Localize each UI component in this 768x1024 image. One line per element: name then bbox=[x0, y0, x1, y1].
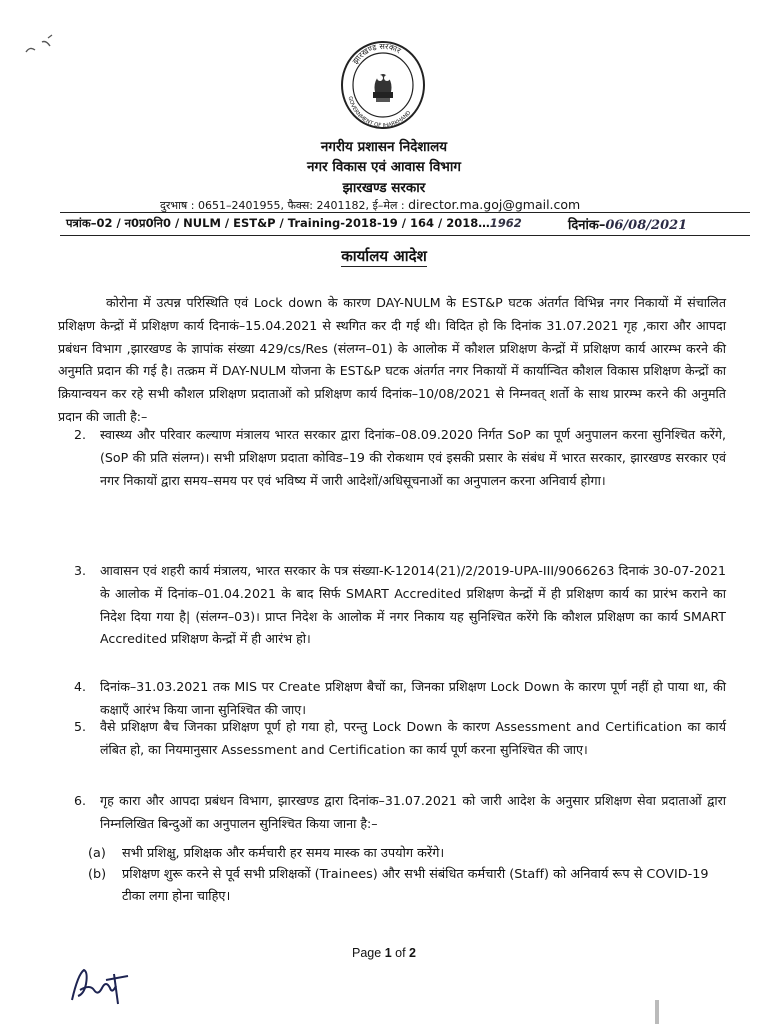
list-item-text: आवासन एवं शहरी कार्य मंत्रालय, भारत सरकार के पत्र संख्या-K-12014(21)/2/2019-UPA-III/9066263 दिनाकं 30-07-2021 के आलोक में दिनांक–01.04.2021 के बाद सिर्फ SMART Accredited प्रशिक्षण केन्द्रों में ही प्रशिक्षण कार्य का प्रारंभ कराने का निदेश दिया गया है| (संलग्न–03)। प्राप्त निदेश के आलोक में नगर निकाय यह सुनिश्चित करेंगे कि कौशल प्रशिक्षण का कार्य SMART Accredited प्रशिक्षण केन्द्रों में ही आरंभ हो। bbox=[100, 563, 726, 647]
sub-list-item bbox=[88, 843, 728, 865]
sub-list-item-label: (b) bbox=[88, 867, 107, 882]
contact-phone-fax: दुरभाष : 0651–2401955, फैक्स: 2401182, ई–मेल : bbox=[160, 199, 409, 212]
list-item-text: वैसे प्रशिक्षण बैच जिनका प्रशिक्षण पूर्ण हो गया हो, परन्तु Lock Down के कारण Assessment and Certification का कार्य लंबित हो, का नियमानुसार Assessment and Certification का कार्य पूर्ण करना सुनिश्चित की जाए। bbox=[100, 719, 726, 757]
government-seal-icon bbox=[340, 40, 426, 130]
reference-bar bbox=[60, 212, 750, 236]
reference-handwritten-number: 1962 bbox=[489, 216, 522, 230]
contact-line bbox=[160, 197, 580, 213]
list-item bbox=[60, 676, 726, 722]
reference-number-line bbox=[66, 216, 522, 231]
signature-initials-icon bbox=[66, 960, 146, 1010]
list-item bbox=[60, 716, 726, 762]
list-item bbox=[60, 424, 726, 492]
date-line bbox=[568, 215, 687, 233]
intro-paragraph bbox=[58, 292, 726, 429]
svg-text:झारखण्ड सरकार: झारखण्ड सरकार bbox=[350, 41, 403, 66]
sub-list-item-text: सभी प्रशिक्षु, प्रशिक्षक और कर्मचारी हर समय मास्क का उपयोग करेंगे। bbox=[122, 846, 445, 861]
intro-text: कोरोना में उत्पन्न परिस्थिति एवं Lock down के कारण DAY-NULM के EST&P घटक अंतर्गत विभिन्न नगर निकायों में संचालित प्रशिक्षण केन्द्रों में प्रशिक्षण कार्य दिनाकं–15.04.2021 से स्थगित कर दी गई थी। विदित हो कि दिनांक 31.07.2021 गृह ,कारा और आपदा प्रबंधन विभाग ,झारखण्ड के ज्ञापांक संख्या 429/cs/Res (संलग्न–01) के आलोक में कौशल प्रशिक्षण केन्द्रों में प्रशिक्षण कार्य आरम्भ करने की अनुमति प्रदान की गई है। तत्क्रम में DAY-NULM योजना के EST&P घटक अंतर्गत नगर निकायों में कार्यान्वित कौशल विकास प्रशिक्षण केन्द्रों का क्रियान्वयन कर रहे सभी कौशल प्रशिक्षण प्रदाताओं को प्रशिक्षण कार्य दिनांक–10/08/2021 से निम्नवत् शर्तो के साथ प्रारम्भ करने की अनुमति प्रदान की जाती है:– bbox=[58, 295, 726, 424]
reference-label: पत्रांक–02 / न0प्र0नि0 / NULM / EST&P / Training-2018-19 / 164 / 2018… bbox=[66, 216, 490, 230]
list-item bbox=[60, 560, 726, 651]
page-number: 1 bbox=[384, 946, 392, 960]
contact-email: director.ma.goj@gmail.com bbox=[408, 197, 581, 212]
list-item-text: दिनांक–31.03.2021 तक MIS पर Create प्रशिक्षण बैचों का, जिनका प्रशिक्षण Lock Down के कारण पूर्ण नहीं हो पाया था, की कक्षाएँ आरंभ किया जाना सुनिश्चित की जाए। bbox=[100, 679, 726, 717]
list-item-text: गृह कारा और आपदा प्रबंधन विभाग, झारखण्ड द्वारा दिनांक–31.07.2021 को जारी आदेश के अनुसार प्रशिक्षण सेवा प्रदाताओं द्वारा निम्नलिखित बिन्दुओं का अनुपालन सुनिश्चित किया जाना है:– bbox=[100, 793, 726, 831]
corner-mark-scribble bbox=[20, 30, 60, 60]
date-value: 06/08/2021 bbox=[605, 218, 688, 233]
svg-text:GOVERNMENT OF JHARKHAND: GOVERNMENT OF JHARKHAND bbox=[346, 95, 413, 130]
page-mid: of bbox=[391, 946, 410, 960]
list-item-number: 6. bbox=[74, 793, 87, 808]
page-total: 2 bbox=[409, 946, 416, 960]
list-item-number: 3. bbox=[74, 563, 87, 578]
department-name: नगर विकास एवं आवास विभाग bbox=[307, 159, 461, 175]
sub-list-item bbox=[88, 864, 728, 908]
directorate-name: नगरीय प्रशासन निदेशालय bbox=[320, 139, 448, 155]
government-name: झारखण्ड सरकार bbox=[342, 180, 426, 196]
list-item-number: 2. bbox=[74, 427, 87, 442]
list-item-number: 4. bbox=[74, 679, 87, 694]
list-item-number: 5. bbox=[74, 719, 87, 734]
date-label: दिनांक– bbox=[568, 218, 606, 233]
sub-list-item-label: (a) bbox=[88, 846, 106, 861]
list-item bbox=[60, 790, 726, 836]
page-indicator bbox=[0, 946, 768, 960]
list-item-text: स्वास्थ्य और परिवार कल्याण मंत्रालय भारत सरकार द्वारा दिनांक–08.09.2020 निर्गत SoP का पूर्ण अनुपालन करना सुनिश्चित करेंगे, (SoP की प्रति संलग्न)। सभी प्रशिक्षण प्रदाता कोविड–19 की रोकथाम एवं इसकी प्रसार के संबंध में भारत सरकार, झारखण्ड सरकार एवं नगर निकायों द्वारा समय–समय पर एवं भविष्य में जारी आदेशों/अधिसूचनाओं का अनुपालन करना अनिवार्य होगा। bbox=[100, 427, 726, 488]
document-title bbox=[0, 246, 768, 266]
document-title-text: कार्यालय आदेश bbox=[341, 247, 427, 265]
sub-list-item-text: प्रशिक्षण शुरू करने से पूर्व सभी प्रशिक्षकों (Trainees) और सभी संबंधित कर्मचारी (Staff) को अनिवार्य रूप से COVID-19 टीका लगा होना चाहिए। bbox=[122, 867, 709, 904]
page-edge-mark bbox=[655, 1000, 659, 1024]
page-prefix: Page bbox=[352, 946, 385, 960]
